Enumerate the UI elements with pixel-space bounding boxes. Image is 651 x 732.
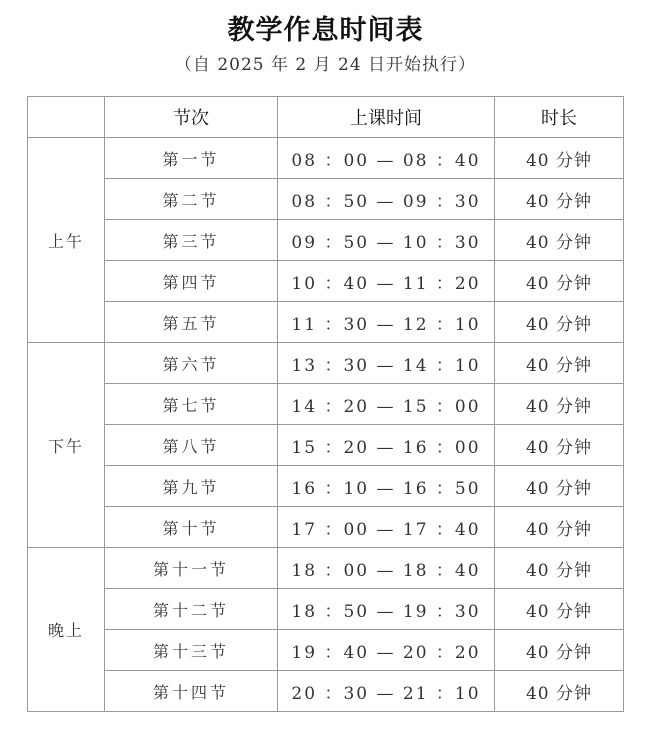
time-of-day-cell: 上午 [28,138,105,343]
class-time-cell: 20 ：30 — 21 ：10 [278,671,495,712]
period-cell: 第四节 [105,261,278,302]
period-cell: 第十一节 [105,548,278,589]
table-body [28,138,624,712]
time-of-day-cell: 晚上 [28,548,105,712]
period-cell: 第五节 [105,302,278,343]
class-time-cell: 08 ：50 — 09 ：30 [278,179,495,220]
period-cell: 第十四节 [105,671,278,712]
table-row [28,589,624,630]
duration-cell: 40 分钟 [495,179,624,220]
duration-cell: 40 分钟 [495,384,624,425]
period-cell: 第十三节 [105,630,278,671]
duration-cell: 40 分钟 [495,671,624,712]
class-time-cell: 11 ：30 — 12 ：10 [278,302,495,343]
duration-cell: 40 分钟 [495,425,624,466]
table-row [28,466,624,507]
table-row [28,425,624,466]
period-cell: 第六节 [105,343,278,384]
class-time-cell: 16 ：10 — 16 ：50 [278,466,495,507]
table-row [28,220,624,261]
table-row [28,630,624,671]
page-subtitle: （自 2025 年 2 月 24 日开始执行） [174,55,477,75]
header-group [28,97,105,138]
class-time-cell: 08 ：00 — 08 ：40 [278,138,495,179]
page-title: 教学作息时间表 [227,15,424,46]
class-time-cell: 14 ：20 — 15 ：00 [278,384,495,425]
header-duration: 时长 [495,97,624,138]
period-cell: 第十二节 [105,589,278,630]
class-time-cell: 09 ：50 — 10 ：30 [278,220,495,261]
class-time-cell: 15 ：20 — 16 ：00 [278,425,495,466]
table-row [28,138,624,179]
duration-cell: 40 分钟 [495,466,624,507]
period-cell: 第十节 [105,507,278,548]
table-row [28,671,624,712]
class-time-cell: 17 ：00 — 17 ：40 [278,507,495,548]
duration-cell: 40 分钟 [495,630,624,671]
class-time-cell: 13 ：30 — 14 ：10 [278,343,495,384]
table-header-row [28,97,624,138]
period-cell: 第九节 [105,466,278,507]
header-period: 节次 [105,97,278,138]
period-cell: 第三节 [105,220,278,261]
duration-cell: 40 分钟 [495,507,624,548]
period-cell: 第一节 [105,138,278,179]
duration-cell: 40 分钟 [495,261,624,302]
table-row [28,384,624,425]
table-row [28,302,624,343]
duration-cell: 40 分钟 [495,302,624,343]
table-row [28,343,624,384]
class-time-cell: 10 ：40 — 11 ：20 [278,261,495,302]
class-time-cell: 19 ：40 — 20 ：20 [278,630,495,671]
schedule-table [27,96,624,712]
time-of-day-cell: 下午 [28,343,105,548]
duration-cell: 40 分钟 [495,138,624,179]
class-time-cell: 18 ：00 — 18 ：40 [278,548,495,589]
table-row [28,507,624,548]
period-cell: 第七节 [105,384,278,425]
table-row [28,179,624,220]
table-row [28,261,624,302]
header-time: 上课时间 [278,97,495,138]
duration-cell: 40 分钟 [495,343,624,384]
duration-cell: 40 分钟 [495,220,624,261]
period-cell: 第八节 [105,425,278,466]
table-row [28,548,624,589]
class-time-cell: 18 ：50 — 19 ：30 [278,589,495,630]
duration-cell: 40 分钟 [495,589,624,630]
duration-cell: 40 分钟 [495,548,624,589]
period-cell: 第二节 [105,179,278,220]
